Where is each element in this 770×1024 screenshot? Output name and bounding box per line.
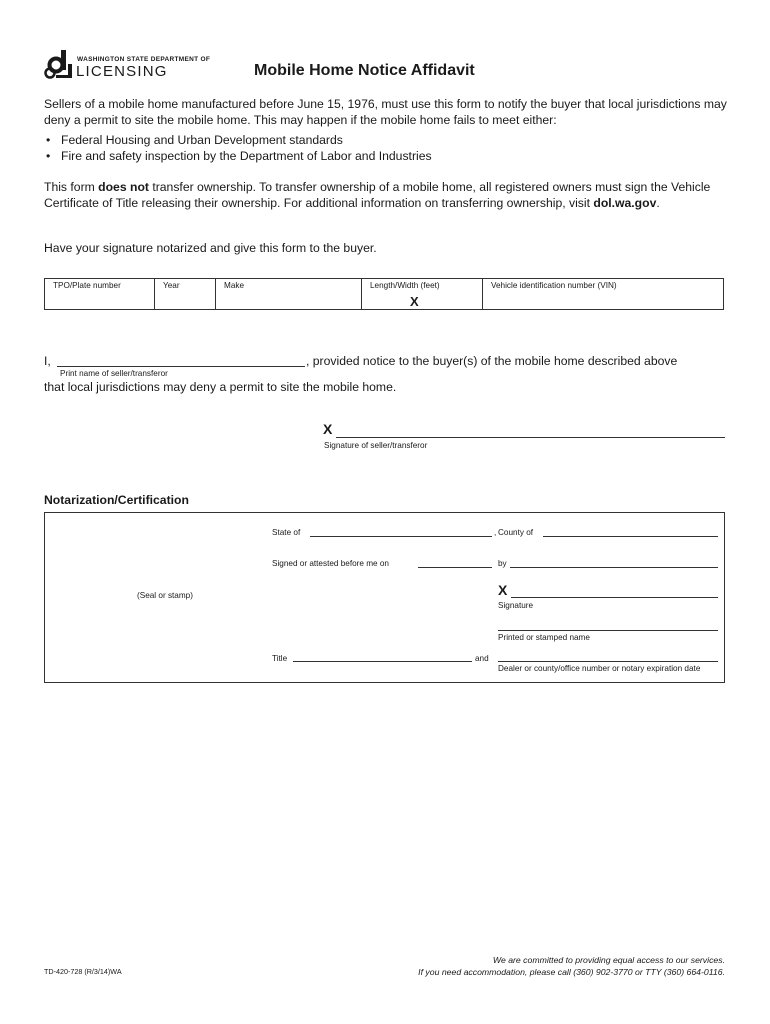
p2-end: . xyxy=(656,196,660,210)
seller-signature-label: Signature of seller/transferor xyxy=(324,441,428,450)
accessibility-statement xyxy=(418,954,725,978)
seller-signature-field[interactable] xyxy=(336,437,725,438)
state-field[interactable] xyxy=(310,536,492,537)
length-width-field[interactable] xyxy=(362,279,483,309)
notarization-heading: Notarization/Certification xyxy=(44,493,189,507)
ownership-paragraph xyxy=(44,179,734,211)
standards-list xyxy=(44,132,724,164)
year-label: Year xyxy=(163,281,180,290)
seller-statement: , provided notice to the buyer(s) of the mobile home described above xyxy=(306,354,678,368)
county-comma: , xyxy=(494,528,497,537)
seller-name-field[interactable] xyxy=(57,366,305,367)
county-field[interactable] xyxy=(543,536,718,537)
p2-emphasis: does not xyxy=(98,180,149,194)
printed-name-label: Printed or stamped name xyxy=(498,633,590,642)
notary-signature-field[interactable] xyxy=(511,597,718,598)
printed-name-field[interactable] xyxy=(498,630,718,631)
vin-field[interactable] xyxy=(483,279,723,309)
p2-text: This form xyxy=(44,180,99,194)
list-item: • Fire and safety inspection by the Department of Labor and Industries xyxy=(44,148,724,164)
seal-label: (Seal or stamp) xyxy=(137,591,193,600)
signed-date-label: Signed or attested before me on xyxy=(272,559,389,568)
by-name-field[interactable] xyxy=(510,567,718,568)
notary-signature-label: Signature xyxy=(498,601,534,610)
county-label: County of xyxy=(498,528,534,537)
notary-signature-mark: X xyxy=(498,582,508,598)
length-width-label: Length/Width (feet) xyxy=(370,281,440,290)
agency-line: WASHINGTON STATE DEPARTMENT OF xyxy=(77,56,211,63)
by-label: by xyxy=(498,559,507,568)
tpo-plate-label: TPO/Plate number xyxy=(53,281,121,290)
page-title: Mobile Home Notice Affidavit xyxy=(254,62,475,79)
seller-prefix: I, xyxy=(44,354,51,368)
dol-website-link[interactable]: dol.wa.gov xyxy=(593,196,657,210)
signed-date-field[interactable] xyxy=(418,567,492,568)
year-field[interactable] xyxy=(155,279,216,309)
tpo-plate-field[interactable] xyxy=(45,279,155,309)
make-field[interactable] xyxy=(216,279,362,309)
accessibility-line-2: If you need accommodation, please call (360) 902-3770 or TTY (360) 664-0116. xyxy=(418,967,725,977)
notarize-instruction: Have your signature notarized and give this form to the buyer. xyxy=(44,241,377,255)
agency-name: LICENSING xyxy=(76,63,168,80)
vin-label: Vehicle identification number (VIN) xyxy=(491,281,617,290)
form-number: TD-420-728 (R/3/14)WA xyxy=(44,967,122,976)
list-item: • Federal Housing and Urban Development standards xyxy=(44,132,724,148)
seller-statement-cont: that local jurisdictions may deny a permit to site the mobile home. xyxy=(44,380,397,394)
make-label: Make xyxy=(224,281,245,290)
dealer-number-field[interactable] xyxy=(498,661,718,662)
seller-signature-mark: X xyxy=(323,421,333,437)
title-field[interactable] xyxy=(293,661,472,662)
dealer-number-label: Dealer or county/office number or notary expiration date xyxy=(498,664,701,673)
p2-text-cont: transfer ownership. To transfer ownership of a mobile home, all registered owners must sign the Vehicle Certificate of Title releasing their ownership. For additional information on transferring ownership, visit xyxy=(44,180,711,210)
title-label: Title xyxy=(272,654,288,663)
length-width-separator: X xyxy=(410,294,419,309)
seller-name-label: Print name of seller/transferor xyxy=(60,369,168,378)
intro-paragraph: Sellers of a mobile home manufactured before June 15, 1976, must use this form to notify the buyer that local jurisdictions may deny a permit to site the mobile home. This may happen if the mobile home fails to meet either: xyxy=(44,97,727,127)
state-label: State of xyxy=(272,528,301,537)
dol-logo-icon xyxy=(44,50,74,80)
accessibility-line-1: We are committed to providing equal access to our services. xyxy=(492,955,725,965)
vehicle-table xyxy=(44,278,724,310)
and-label: and xyxy=(475,654,489,663)
